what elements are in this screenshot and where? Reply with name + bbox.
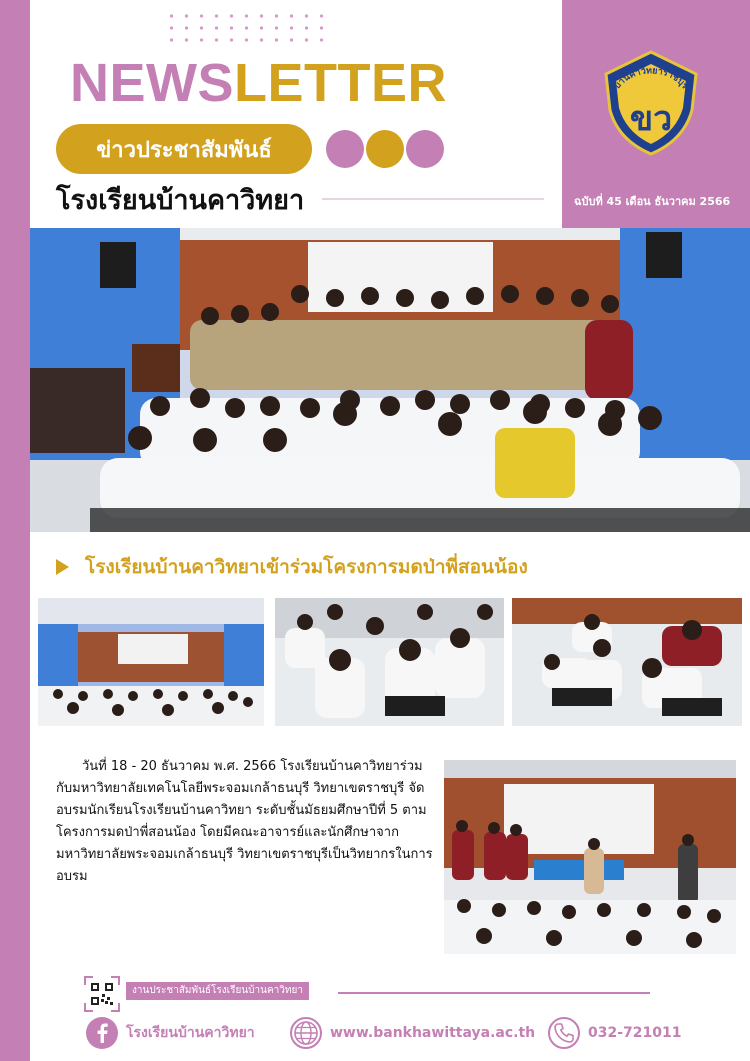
logo-initials: ขว <box>629 99 673 139</box>
article-body <box>56 756 436 888</box>
pr-department-label: งานประชาสัมพันธ์โรงเรียนบ้านคาวิทยา <box>126 982 309 1000</box>
side-photo <box>444 760 736 954</box>
logo-ring-text: บ้านคาวิทยาราชบุรี <box>612 66 690 92</box>
school-logo <box>596 48 706 158</box>
title-letter: LETTER <box>234 53 447 113</box>
hero-group-photo <box>30 228 750 532</box>
phone-contact[interactable] <box>548 1016 681 1050</box>
issue-number: ฉบับที่ 45 เดือน ธันวาคม 2566 <box>574 195 731 208</box>
phone-number[interactable]: 032-721011 <box>588 1025 682 1041</box>
website-contact[interactable] <box>290 1016 535 1050</box>
footer-divider <box>338 992 650 994</box>
title-divider <box>322 198 544 200</box>
triangle-bullet-icon <box>56 559 69 575</box>
globe-icon <box>290 1017 322 1049</box>
article-headline: โรงเรียนบ้านคาวิทยาเข้าร่วมโครงการมดป่าพี่สอนน้อง <box>85 556 528 578</box>
left-accent-bar <box>0 0 30 1061</box>
title-news: NEWS <box>70 53 234 113</box>
thumbnail-photo-3 <box>512 598 742 726</box>
decorative-circle <box>366 130 404 168</box>
thumbnail-photo-2 <box>275 598 504 726</box>
newsletter-title <box>70 53 447 113</box>
decorative-circle <box>326 130 364 168</box>
decorative-dots <box>164 10 324 50</box>
decorative-circle <box>406 130 444 168</box>
article-body-text: วันที่ 18 - 20 ธันวาคม พ.ศ. 2566 โรงเรียนบ้านคาวิทยาร่วมกับมหาวิทยาลัยเทคโนโลยีพระจอมเกล้าธนบุรี วิทยาเขตราชบุรี จัดอบรมนักเรียนโรงเรียนบ้านคาวิทยา ระดับชั้นมัธยมศึกษาปีที่ 5 ตามโครงการมดป่าพี่สอนน้อง โดยมีคณะอาจารย์และนักศึกษาจากมหาวิทยาลัยพระจอมเกล้าธนบุรี วิทยาเขตราชบุรีเป็นวิทยากรในการอบรม <box>56 759 433 884</box>
qr-code-icon <box>84 976 120 1012</box>
thumbnail-photo-1 <box>38 598 264 726</box>
facebook-contact[interactable] <box>86 1016 255 1050</box>
article-headline-row <box>56 552 736 582</box>
website-url[interactable]: www.bankhawittaya.ac.th <box>330 1025 536 1041</box>
facebook-icon <box>86 1017 118 1049</box>
facebook-name[interactable]: โรงเรียนบ้านคาวิทยา <box>126 1025 255 1041</box>
phone-icon <box>548 1017 580 1049</box>
subtitle-pill: ข่าวประชาสัมพันธ์ <box>56 124 312 174</box>
school-name: โรงเรียนบ้านคาวิทยา <box>56 185 305 216</box>
